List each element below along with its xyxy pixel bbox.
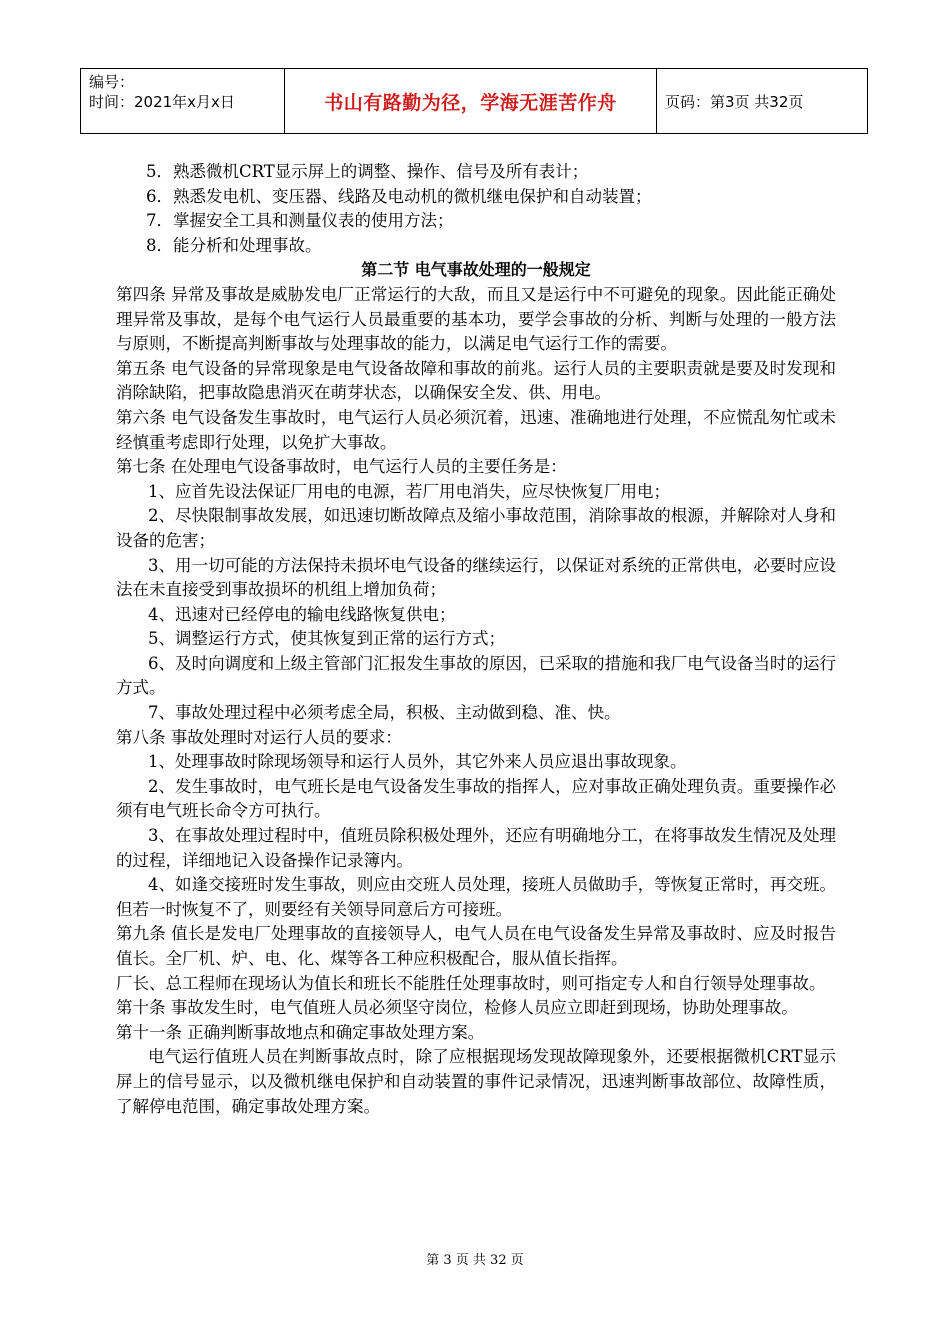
document-date-label: 时间：2021年x月x日 xyxy=(89,93,235,111)
list-item: 5．熟悉微机CRT显示屏上的调整、操作、信号及所有表计； xyxy=(146,162,589,181)
list-item: 4、如逢交接班时发生事故，则应由交班人员处理，接班人员做助手，等恢复正常时，再交班。但若一时恢复不了，则要经有关领导同意后方可接班。 xyxy=(116,875,836,919)
header-info-cell xyxy=(81,69,285,133)
list-item: 3、用一切可能的方法保持未损坏电气设备的继续运行，以保证对系统的正常供电，必要时应设法在未直接受到事故损坏的机组上增加负荷； xyxy=(116,555,836,600)
article-paragraph: 第七条 在处理电气设备事故时，电气运行人员的主要任务是： xyxy=(116,457,567,477)
list-item: 2、发生事故时，电气班长是电气设备发生事故的指挥人，应对事故正确处理负责。重要操作必须有电气班长命令方可执行。 xyxy=(116,776,836,821)
list-item: 5、调整运行方式，使其恢复到正常的运行方式； xyxy=(148,629,505,649)
list-item: 6．熟悉发电机、变压器、线路及电动机的微机继电保护和自动装置； xyxy=(146,186,652,206)
article-paragraph: 第十条 事故发生时，电气值班人员必须坚守岗位，检修人员应立即赶到现场，协助处理事故。 xyxy=(116,998,798,1018)
article-paragraph: 第十一条 正确判断事故地点和确定事故处理方案。 xyxy=(116,1022,485,1042)
article-paragraph: 第九条 值长是发电厂处理事故的直接领导人，电气人员在电气设备发生异常及事故时、应及时报告值长。全厂机、炉、电、化、煤等各工种应积极配合，服从值长指挥。 xyxy=(116,924,836,968)
article-paragraph: 第五条 电气设备的异常现象是电气设备故障和事故的前兆。运行人员的主要职责就是要及时发现和消除缺陷，把事故隐患消灭在萌芽状态，以确保安全发、供、用电。 xyxy=(116,358,836,403)
list-item: 3、在事故处理过程时中，值班员除积极处理外，还应有明确地分工，在将事故发生情况及处理的过程，详细地记入设备操作记录簿内。 xyxy=(116,826,836,870)
list-item: 2、尽快限制事故发展，如迅速切断故障点及缩小事故范围，消除事故的根源，并解除对人身和设备的危害； xyxy=(116,506,836,550)
list-item: 1、应首先设法保证厂用电的电源，若厂用电消失，应尽快恢复厂用电； xyxy=(148,481,670,501)
section-title: 第二节 电气事故处理的一般规定 xyxy=(361,260,591,280)
article-paragraph: 第八条 事故处理时对运行人员的要求： xyxy=(116,727,402,747)
list-item: 4、迅速对已经停电的输电线路恢复供电； xyxy=(148,604,456,624)
list-item: 7．掌握安全工具和测量仪表的使用方法； xyxy=(146,211,454,231)
article-paragraph: 电气运行值班人员在判断事故点时，除了应根据现场发现故障现象外，还要根据微机CRT显示屏上的信号显示，以及微机继电保护和自动装置的事件记录情况，迅速判断事故部位、故障性质，了解停电范围，确定事故处理方案。 xyxy=(116,1047,836,1116)
header-motto: 书山有路勤为径，学海无涯苦作舟 xyxy=(285,69,657,133)
list-item: 8．能分析和处理事故。 xyxy=(146,235,322,255)
header-page-code: 页码：第3页 共32页 xyxy=(665,92,804,111)
article-paragraph: 第四条 异常及事故是威胁发电厂正常运行的大敌，而且又是运行中不可避免的现象。因此能正确处理异常及事故，是每个电气运行人员最重要的基本功，要学会事故的分析、判断与处理的一般方法与原则，不断提高判断事故与处理事故的能力，以满足电气运行工作的需要。 xyxy=(116,284,836,354)
article-paragraph: 厂长、总工程师在现场认为值长和班长不能胜任处理事故时，则可指定专人和自行领导处理事故。 xyxy=(116,973,826,993)
document-body xyxy=(116,160,836,1119)
document-number-label: 编号： xyxy=(89,73,135,91)
list-item: 1、处理事故时除现场领导和运行人员外，其它外来人员应退出事故现象。 xyxy=(148,752,687,772)
page-footer: 第 3 页 共 32 页 xyxy=(426,1253,524,1268)
page-header xyxy=(80,68,868,134)
list-item: 7、事故处理过程中必须考虑全局，积极、主动做到稳、准、快。 xyxy=(148,703,621,723)
list-item: 6、及时向调度和上级主管部门汇报发生事故的原因，已采取的措施和我厂电气设备当时的运行方式。 xyxy=(116,653,836,698)
article-paragraph: 第六条 电气设备发生事故时，电气运行人员必须沉着，迅速、准确地进行处理，不应慌乱匆忙或未经慎重考虑即行处理，以免扩大事故。 xyxy=(116,407,836,452)
